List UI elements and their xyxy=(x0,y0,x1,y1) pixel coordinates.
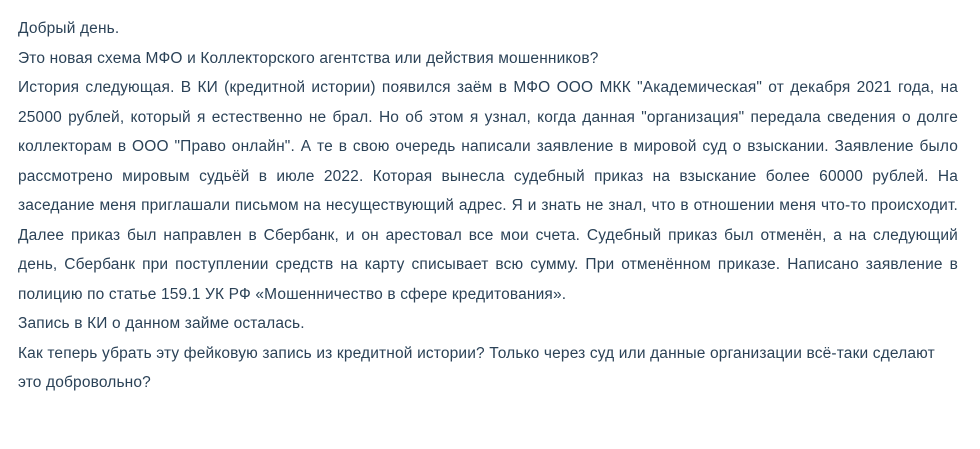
paragraph-question-intro: Это новая схема МФО и Коллекторского агентства или действия мошенников? xyxy=(18,49,599,67)
paragraph-final-question: Как теперь убрать эту фейковую запись из кредитной истории? Только через суд или данные организации всё-таки сделают это добровольно? xyxy=(18,344,935,391)
paragraph-record-remains: Запись в КИ о данном займе осталась. xyxy=(18,315,305,332)
paragraph-story: История следующая. В КИ (кредитной истории) появился заём в МФО ООО МКК "Академическая" от декабря 2021 года, на 25000 рублей, который я естественно не брал. Но об этом я узнал, когда данная "организация" передала сведения о долге коллекторам в ООО "Право онлайн". А те в свою очередь написали заявление в мировой суд о взыскании. Заявление было рассмотрено мировым судьёй в июле 2022. Которая вынесла судебный приказ на взыскание более 60000 рублей. На заседание меня приглашали письмом на несуществующий адрес. Я и знать не знал, что в отношении меня что-то происходит. Далее приказ был направлен в Сбербанк, и он арестовал все мои счета. Судебный приказ был отменён, а на следующий день, Сбербанк при поступлении средств на карту списывает всю сумму. При отменённом приказе. Написано заявление в полицию по статье 159.1 УК РФ «Мошенничество в сфере кредитования». xyxy=(18,79,958,303)
paragraph-greeting: Добрый день. xyxy=(18,20,120,37)
